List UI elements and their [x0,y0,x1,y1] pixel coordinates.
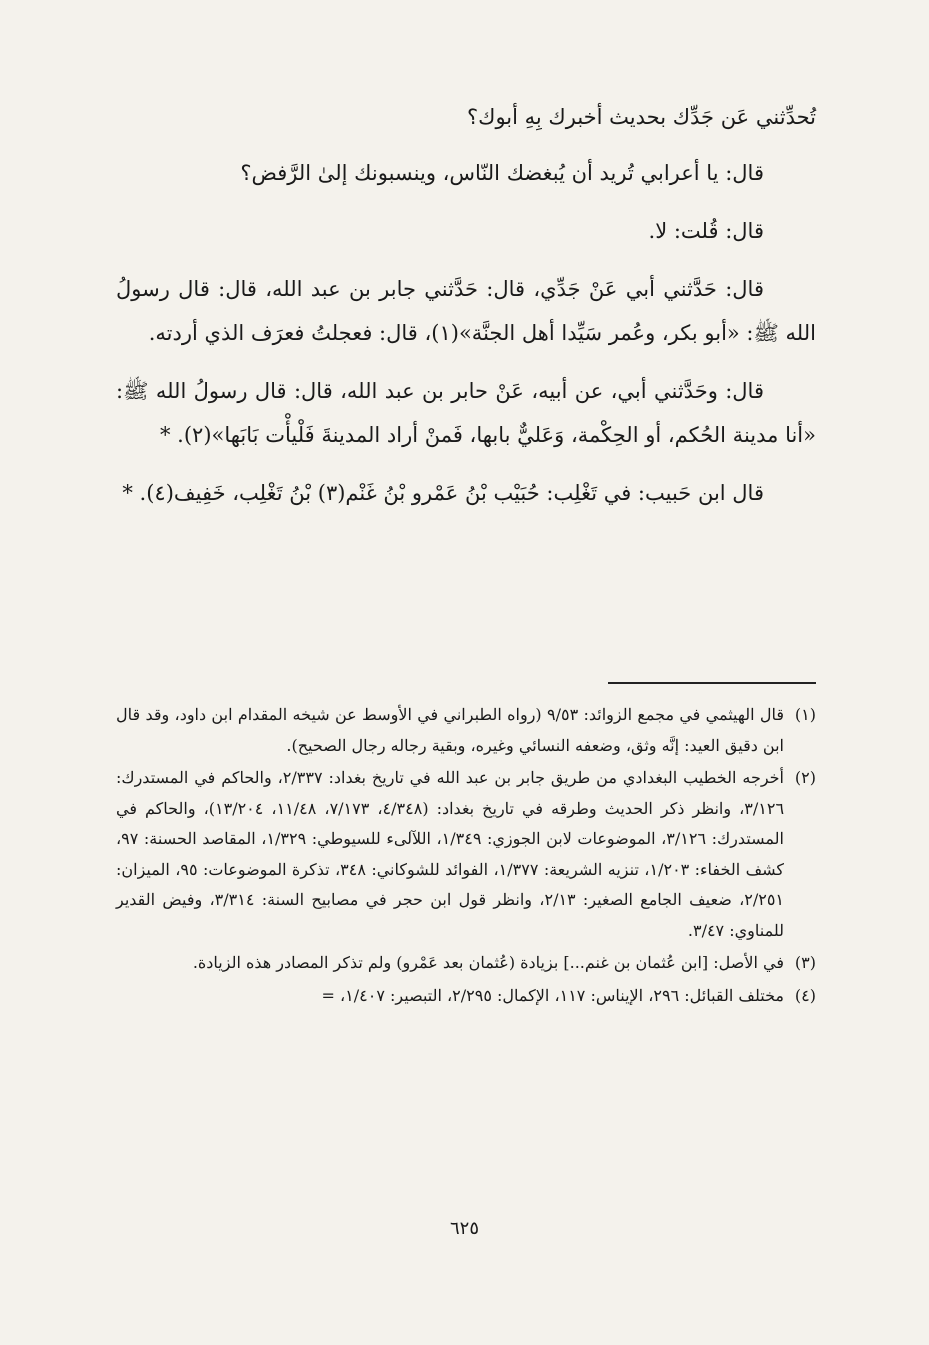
footnotes [116,700,816,1013]
paragraph-1: تُحدِّثني عَن جَدِّك بحديث أخبرك بِهِ أبوك؟ [466,105,816,129]
footnote-number: (٣) [794,953,816,972]
paragraph-6: قال ابن حَبيب: في تَغْلِب: حُبَيْب بْنُ عَمْرو بْنُ غَنْم(٣) بْنُ تَغْلِب، خَفِيف(٤). * [122,481,764,505]
footnote-3 [116,948,816,979]
footnote-text: قال الهيثمي في مجمع الزوائد: ٩/٥٣ (رواه الطبراني في الأوسط عن شيخه المقدام ابن داود، وقد قال ابن دقيق العيد: إنَّه وثق، وضعفه النسائي وغيره، وبقية رجاله رجال الصحيح). [116,705,785,755]
paragraph-3: قال: قُلت: لا. [648,219,764,243]
footnote-number: (٤) [794,985,816,1005]
footnote-number: (٢) [794,768,816,787]
main-text [116,95,816,529]
footnote-text: مختلف القبائل: ٢٩٦، الإيناس: ١١٧، الإكمال: ٢/٢٩٥، التبصير: ١/٤٠٧، = [321,985,784,1005]
footnote-text: أخرجه الخطيب البغدادي من طريق جابر بن عبد الله في تاريخ بغداد: ٢/٣٣٧، والحاكم في المستدرك: ٣/١٢٦، وانظر ذكر الحديث وطرقه في تاريخ بغداد: (٤/٣٤٨، ٧/١٧٣، ١١/٤٨، ١٣/٢٠٤)، والحاكم في المستدرك: ٣/١٢٦، الموضوعات لابن الجوزي: ١/٣٤٩، اللآلىء للسيوطي: ١/٣٢٩، المقاصد الحسنة: ٩٧، كشف الخفاء: ١/٢٠٣، تنزيه الشريعة: ١/٣٧٧، الفوائد للشوكاني: ٣٤٨، تذكرة الموضوعات: ٩٥، الميزان: ٢/٢٥١، ضعيف الجامع الصغير: ٢/١٣، وانظر قول ابن حجر في مصابيح السنة: ٣/٣١٤، وفيض القدير للمناوي: ٣/٤٧. [116,768,785,940]
footnote-text: في الأصل: [ابن عُثمان بن غنم...] بزيادة (عُثمان بعد عَمْرو) ولم تذكر المصادر هذه الزيادة. [192,953,784,972]
footnote-divider [608,682,816,684]
paragraph-4: قال: حَدَّثني أبي عَنْ جَدِّي، قال: حَدَّثني جابر بن عبد الله، قال: قال رسولُ الله ﷺ: «أبو بكر، وعُمر سَيِّدا أهل الجنَّة»(١)، قال: فعجلتُ فعرَف الذي أردته. [116,277,816,345]
paragraph-2: قال: يا أعرابي تُريد أن يُبغضك النّاس، وينسبونك إلىٰ الرَّفض؟ [240,161,764,185]
footnote-number: (١) [794,705,816,724]
footnote-2 [116,763,816,946]
footnote-4 [116,981,816,1012]
paragraph-5: قال: وحَدَّثني أبي، عن أبيه، عَنْ حابر بن عبد الله، قال: قال رسولُ الله ﷺ: «أنا مدينة الحُكم، أو الحِكْمة، وَعَليٌّ بابها، فَمنْ أراد المدينةَ فَلْيأْت بَابَها»(٢). * [116,379,816,447]
page-number: ٦٢٥ [449,1218,479,1239]
footnote-1 [116,700,816,761]
